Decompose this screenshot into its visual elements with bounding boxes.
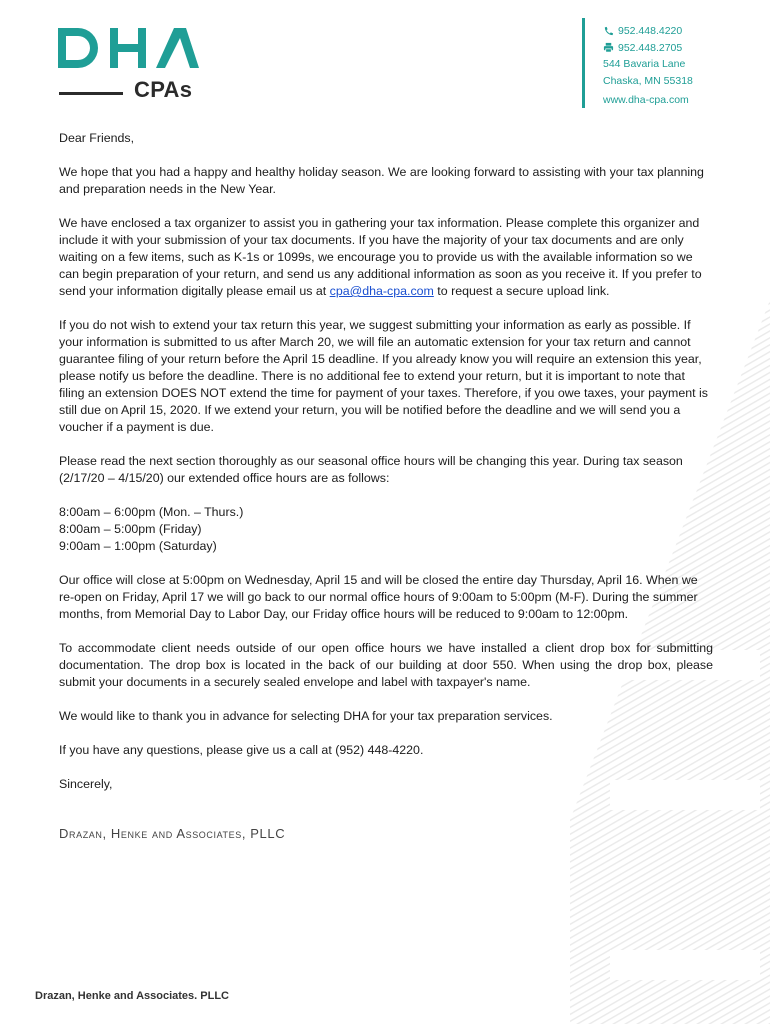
header-divider [582,18,585,108]
paragraph-3: If you do not wish to extend your tax return this year, we suggest submitting your information as early as possible. If your information is submitted to us after March 20, we will file an automatic extension for your tax return and cannot guarantee filing of your return before the April 15 deadline. If you already know you will require an extension this year, please notify us before the deadline. There is no additional fee to extend your return, but it is important to note that filing an extension DOES NOT extend the time for payment of your taxes. Therefore, if you owe taxes, your payment is still due on April 15, 2020. If we extend your return, you will be notified before the deadline and we will send you a voucher if a payment is due. [59,318,708,434]
logo-cpas-text: CPAs [134,77,193,102]
paragraph-2 [59,215,713,300]
hours-line: 9:00am – 1:00pm (Saturday) [59,539,217,553]
printer-icon [603,42,614,53]
paragraph-7: We would like to thank you in advance for selecting DHA for your tax preparation services. [59,709,553,723]
contact-block [603,23,693,109]
office-hours-list [59,504,713,555]
contact-phone[interactable] [603,23,693,40]
paragraph-6: To accommodate client needs outside of our open office hours we have installed a client drop box for submitting documentation. The drop box is located in the back of our building at door 550. When using the drop box, please submit your documents in a securely sealed envelope and label with taxpayer's name. [59,641,713,689]
phone-icon [603,26,614,37]
paragraph-1: We hope that you had a happy and healthy holiday season. We are looking forward to assisting with your tax planning and preparation needs in the New Year. [59,165,704,196]
paragraph-8: If you have any questions, please give us a call at (952) 448-4220. [59,743,424,757]
hours-line: 8:00am – 6:00pm (Mon. – Thurs.) [59,505,244,519]
paragraph-2-tail: to request a secure upload link. [433,284,610,298]
letter-body [59,130,713,810]
fax-number: 952.448.2705 [618,41,683,54]
paragraph-2-text: We have enclosed a tax organizer to assist you in gathering your tax information. Please complete this organizer and include it with your submission of your tax documents. If you have the majority of your tax documents and are only waiting on a few items, such as K-1s or 1099s, we encourage you to provide us with the available information so we can begin preparation of your return, and send us any additional information as soon as you receive it. If you prefer to send your information digitally please email us at [59,216,702,298]
logo-rule [59,92,123,95]
address-line-2: Chaska, MN 55318 [603,74,693,87]
website-link[interactable]: www.dha-cpa.com [603,94,689,106]
contact-fax [603,40,693,57]
closing: Sincerely, [59,777,113,791]
dha-logo-mark [56,25,201,73]
greeting: Dear Friends, [59,131,135,145]
dha-logo[interactable] [56,25,201,102]
paragraph-5: Our office will close at 5:00pm on Wednesday, April 15 and will be closed the entire day Thursday, April 16. When we re-open on Friday, April 17 we will go back to our normal office hours of 9:00am to 5:00pm (M-F). During the summer months, from Memorial Day to Labor Day, our Friday office hours will be reduced to 9:00am to 12:00pm. [59,573,698,621]
signature [59,826,285,841]
address-line-1: 544 Bavaria Lane [603,58,686,70]
email-link[interactable]: cpa@dha-cpa.com [329,284,434,298]
signature-text: Drazan, Henke and Associates, PLLC [59,826,286,841]
footer-company-name: Drazan, Henke and Associates. PLLC [35,990,229,1002]
hours-line: 8:00am – 5:00pm (Friday) [59,522,202,536]
paragraph-4: Please read the next section thoroughly as our seasonal office hours will be changing this year. During tax season (2/17/20 – 4/15/20) our extended office hours are as follows: [59,454,683,485]
phone-number: 952.448.4220 [618,25,683,37]
